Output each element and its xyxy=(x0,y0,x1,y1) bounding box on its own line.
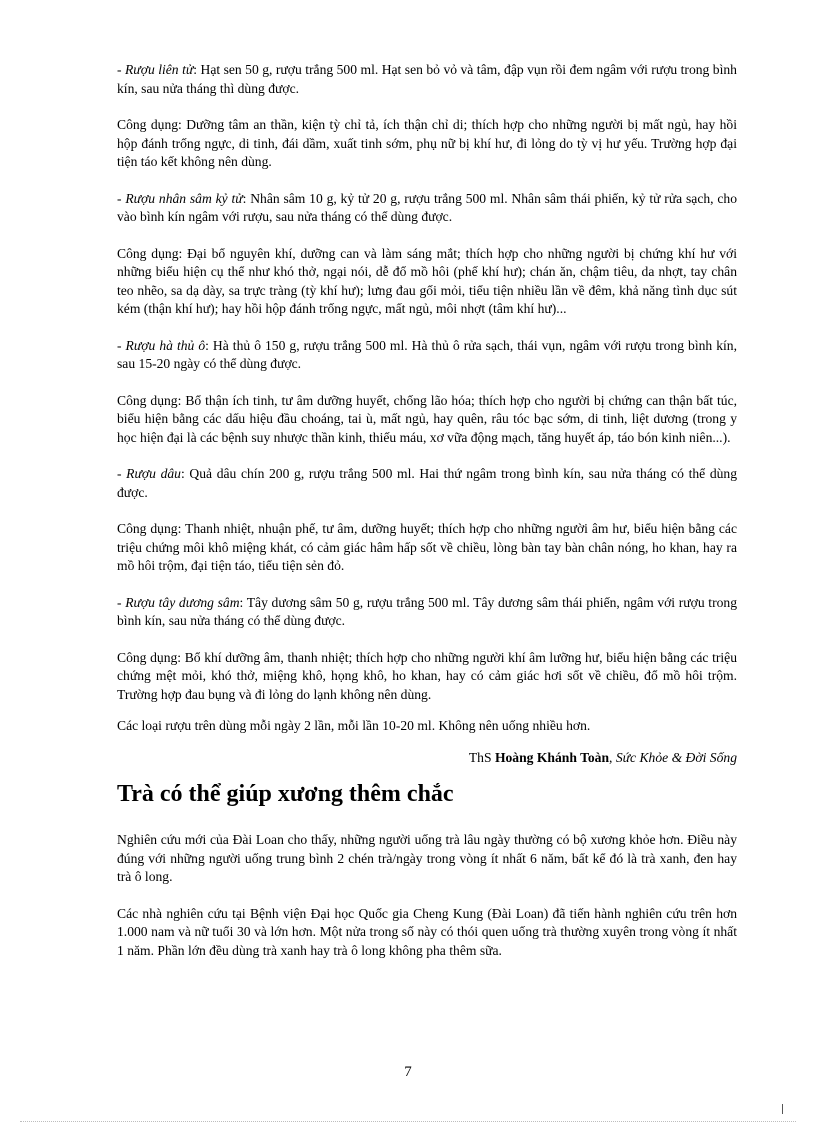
recipe-paragraph xyxy=(117,337,737,374)
article-signature xyxy=(117,749,737,768)
page-bottom-edge xyxy=(20,1121,796,1122)
page-number: 7 xyxy=(404,1064,412,1080)
page-corner-mark xyxy=(782,1104,784,1114)
recipe-paragraph xyxy=(117,465,737,502)
dosage-note: Các loại rượu trên dùng mỗi ngày 2 lần, mỗi lần 10-20 ml. Không nên uống nhiều hơn. xyxy=(117,718,591,733)
recipe-name: - Rượu tây dương sâm xyxy=(117,594,240,610)
recipe-text: : Nhân sâm 10 g, kỷ tử 20 g, rượu trắng 500 ml. Nhân sâm thái phiến, kỷ tử rửa sạch, cho vào bình kín ngâm với rượu, sau nửa tháng có thể dùng được. xyxy=(117,190,737,224)
article-paragraph: Nghiên cứu mới của Đài Loan cho thấy, những người uống trà lâu ngày thường có bộ xương khỏe hơn. Điều này đúng với những người uống trung bình 2 chén trà/ngày trong vòng ít nhất 6 năm, bất kể đó là trà xanh, đen hay trà ô long. xyxy=(117,832,737,884)
author-title: ThS xyxy=(468,749,495,765)
usage-paragraph: Công dụng: Thanh nhiệt, nhuận phế, tư âm, dưỡng huyết; thích hợp cho những người âm hư, biểu hiện bằng các triệu chứng môi khô miệng khát, có cảm giác hâm hấp sốt về chiều, lòng bàn tay bàn chân nóng, ho khan, hay ra mồ hôi trộm, đại tiện táo, tiểu tiện sẻn đỏ. xyxy=(117,521,737,573)
document-body xyxy=(117,61,737,978)
source-name: Sức Khỏe & Đời Sống xyxy=(615,749,737,765)
usage-paragraph: Công dụng: Dưỡng tâm an thần, kiện tỳ chỉ tả, ích thận chỉ di; thích hợp cho những người bị mất ngủ, hay hồi hộp đánh trống ngực, di tinh, đái dầm, xuất tinh sớm, phụ nữ bị khí hư, đi lỏng do tỳ vị hư yếu. Trường hợp đại tiện táo kết không nên dùng. xyxy=(117,117,737,169)
signature-separator: , xyxy=(609,749,616,765)
author-name: Hoàng Khánh Toàn xyxy=(494,749,610,765)
recipe-name: - Rượu nhân sâm kỷ tử xyxy=(117,190,243,206)
recipe-paragraph xyxy=(117,61,737,98)
recipe-paragraph xyxy=(117,594,737,631)
recipe-text: : Hà thủ ô 150 g, rượu trắng 500 ml. Hà thủ ô rửa sạch, thái vụn, ngâm với rượu trong bình kín, sau 15-20 ngày có thể dùng được. xyxy=(117,337,738,371)
recipe-text: : Quả dâu chín 200 g, rượu trắng 500 ml. Hai thứ ngâm trong bình kín, sau nửa tháng có thể dùng được. xyxy=(117,466,738,500)
recipe-name: - Rượu liên tử xyxy=(117,62,194,77)
recipe-name: - Rượu hà thủ ô xyxy=(117,337,206,353)
recipe-paragraph xyxy=(117,190,737,227)
recipe-text: : Hạt sen 50 g, rượu trắng 500 ml. Hạt sen bỏ vỏ và tâm, đập vụn rồi đem ngâm với rượu trong bình kín, sau nửa tháng thì dùng được. xyxy=(117,62,737,96)
article-title: Trà có thể giúp xương thêm chắc xyxy=(117,781,454,807)
recipe-name: - Rượu dâu xyxy=(117,466,181,481)
article-paragraph: Các nhà nghiên cứu tại Bệnh viện Đại học Quốc gia Cheng Kung (Đài Loan) đã tiến hành nghiên cứu trên hơn 1.000 nam và nữ tuổi 30 và lớn hơn. Một nửa trong số này có thói quen uống trà thường xuyên trong vòng ít nhất 1 năm. Phần lớn đều dùng trà xanh hay trà ô long không pha thêm sữa. xyxy=(117,905,737,958)
usage-paragraph: Công dụng: Bổ thận ích tinh, tư âm dưỡng huyết, chống lão hóa; thích hợp cho người bị chứng can thận bất túc, biểu hiện bằng các dấu hiệu đầu choáng, tai ù, mất ngủ, hay quên, râu tóc bạc sớm, di tinh, liệt dương (trong y học hiện đại là các bệnh suy nhược thần kinh, thiếu máu, xơ vữa động mạch, tăng huyết áp, táo bón kinh niên...). xyxy=(117,392,737,445)
usage-paragraph: Công dụng: Bổ khí dưỡng âm, thanh nhiệt; thích hợp cho những người khí âm lưỡng hư, biểu hiện bằng các triệu chứng mệt mỏi, khó thở, miệng khô, họng khô, ho khan, hay có cảm giác hơi sốt về chiều, đổ mồ hôi trộm. Trường hợp đau bụng và đi lỏng do lạnh không nên dùng. xyxy=(117,649,737,702)
usage-paragraph: Công dụng: Đại bổ nguyên khí, dưỡng can và làm sáng mắt; thích hợp cho những người bị chứng khí hư với những biểu hiện cụ thể như khó thở, ngại nói, dễ đổ mồ hôi (phế khí hư); chán ăn, chậm tiêu, da nhợt, tay chân teo nhẽo, sa dạ dày, sa trực tràng (tỳ khí hư); lưng đau gối mỏi, tiểu tiện nhiều lần về đêm, khả năng tình dục sút kém (thận khí hư); hay hồi hộp đánh trống ngực, mất ngủ, môi nhợt (tâm khí hư)... xyxy=(117,245,737,316)
recipe-text: : Tây dương sâm 50 g, rượu trắng 500 ml. Tây dương sâm thái phiến, ngâm với rượu trong bình kín, sau nửa tháng có thể dùng được. xyxy=(117,594,737,628)
